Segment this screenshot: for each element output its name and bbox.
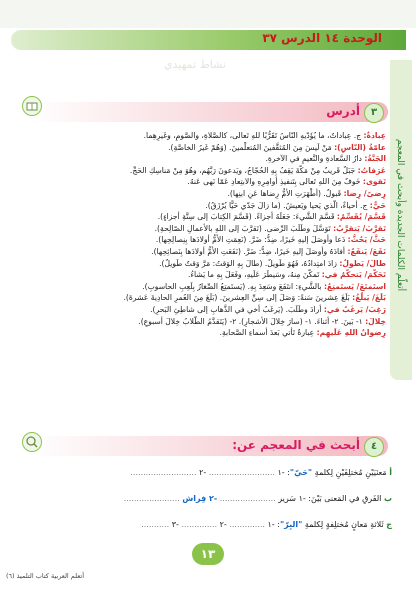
definition-line: خِلالَ: ١- بَينَ. ٢- أثناءَ. ١- (سارَ خِلالَ الأشجارِ). ٢- (يَتَقدَّمُ الطُّلابُ خِلالَ أسبوعٍ). — [138, 316, 386, 326]
answer-blank[interactable]: ...................... — [123, 494, 180, 503]
definition-line: تَقوى: خَوفٌ مِنَ اللهِ تَعالى بِتَنفيذِ أوامِرِهِ والابتِعادِ عَمّا نَهى عَنهُ. — [187, 177, 386, 187]
definition-line: عامّةُ (النّاسِ): مَنْ لَيسَ مِنَ المُثقَّفينَ المُتعلِّمينَ. (وَهُمْ غَيرُ الخاصَّةِ). — [168, 142, 386, 152]
book-footer: أتعلم العربية كتاب التلميذ (٦) — [6, 572, 85, 580]
page-number: ١٣ — [192, 543, 224, 565]
answer-blank[interactable]: ...................... — [219, 494, 276, 503]
section-number: ٤ — [364, 437, 384, 457]
definition-line: رِضوانُ اللهِ عَلَيهِم: عِبارةٌ تَأتي بَعدَ أسماءِ الصَّحابةِ. — [219, 328, 386, 338]
exercise-c: ج ثَلاثةِ مَعانٍ مُختلِفةٍ لِكلمةِ "البِرّ": -١ .............. -٢ .............. -٣ ........... — [141, 520, 392, 529]
study-icon — [22, 96, 42, 116]
dictionary-icon — [22, 432, 42, 452]
section-title: أدرس — [326, 104, 360, 118]
unit-lesson-title: الوحدة ١٤ الدرس ٣٧ — [262, 31, 382, 45]
answer-blank[interactable]: .......................... — [130, 468, 197, 477]
definition-line: طالَ/ يَطولُ: زادَ امتِدادُهُ، فَهُوَ طَويلٌ. (طالَ بِهِ الوَقتُ: مَرَّ وَقتٌ طَويلٌ). — [159, 258, 386, 268]
definition-line: رِضىً/ رِضا: قَبولٌ. (أَطْهَرَتِ الأمُّ رِضاها عَنِ ابنِها). — [227, 188, 386, 198]
exercise-b: ب الفَرقِ في المَعنى بَيْنَ: -١ سَرير ...................... -٢ فِراش ...................... — [123, 494, 392, 503]
definition-line: بَلَغَ/ يَبلُغُ: بَلَغَ عِشرينَ سَنةً: وَصَلَ إلى سِنِّ العِشرينَ. (بَلَغَ مِنَ العُمرِ الحادِيةَ عَشرةَ). — [123, 293, 386, 303]
section-dictionary-header — [28, 436, 388, 456]
definition-line: عِبادةٌ: ج. عِباداتٌ، ما يُؤَدّيهِ النّاسُ تَقَرُّبًا للهِ تَعالى، كالصَّلاةِ، والصَّومِ، وغَيرِهِما. — [143, 131, 386, 140]
top-band — [0, 0, 416, 28]
definition-line: حَيٌّ: ج. أحياءٌ، الّذي يَحيا ويَعيشُ. (ما زالَ جَدّي حَيًّا يُرْزَقُ). — [205, 200, 386, 210]
side-tab-label: أتعلّم الكلمات الجديدة وأبحث في المعجم — [395, 138, 405, 292]
answer-blank[interactable]: .......................... — [208, 468, 275, 477]
answer-blank[interactable]: ........... — [141, 520, 170, 529]
definition-line: قَسَّمَ/ يُقَسِّمُ: قَسَّمَ الشَّيءَ: جَعَلَهُ أجزاءً. (قَسَّمَ الكِتابَ إلى سِتَّةِ أجزاءٍ). — [157, 212, 386, 222]
definitions-list — [16, 130, 386, 339]
side-tab — [390, 60, 412, 380]
unit-title-bar — [11, 30, 406, 50]
definition-line: عَرَفاتُ: جَبَلٌ قَريبٌ مِنْ مَكّةَ يَقِفُ بِهِ الحُجّاجُ، ويَدعونَ رَبَّهُم، وهُوَ مِنْ مَناسِكِ الحَجِّ. — [129, 165, 386, 175]
answer-blank[interactable]: .............. — [181, 520, 218, 529]
definition-line: حَثَّ/ يَحُثُّ: دَعا وأوصَلَ إليهِ خَيرًا، ضِدُّ: ضَرَّ. (نَعِمَتِ الأُمُّ أولادَها بِنِصالِحِها). — [155, 235, 386, 245]
section-title: أبحث في المعجم عن: — [232, 438, 360, 452]
definition-line: نَفَعَ/ يَنفَعُ: أفادَهُ وأوصَلَ إليهِ خَيرًا، ضِدُّ: ضَرَّ. (نَفَعَتِ الأُمُّ أولادَها بِنَصائِحِها). — [151, 246, 386, 256]
section-study-header — [28, 102, 388, 122]
definition-line: تَحَكَّمَ/ يَتحكَّمُ في: تَمكَّنَ مِنهُ، وسَيطَرَ عَلَيهِ، وفَعَلَ بِهِ ما يَشاءُ. — [188, 270, 386, 280]
definition-line: الجَنَّةُ: دارُ السَّعادةِ والنَّعيمِ في الآخرةِ. — [265, 154, 386, 164]
exercise-a: أ مَعنَيَيْنِ مُختلِفَيْنِ لِكلمةِ "حَيّ": -١ .......................... -٢ .......................... — [130, 468, 392, 477]
definition-line: رَغِبَ/ يَرغَبُ في: أرادَ وطَلَبَ. (يَرغَبُ أخي في الذَّهابِ إلى شاطِئِ البَحرِ). — [150, 304, 386, 314]
answer-blank[interactable]: .............. — [229, 520, 265, 529]
faded-heading: نشاط تمهيدي — [163, 58, 226, 71]
definition-line: تَقرَّبَ/ يَتقرَّبُ: تَوَسَّلَ وطَلَبَ الرِّضى. (تَقرَّبَ إلى اللهِ بالأعمالِ الصّالِحةِ). — [154, 223, 386, 233]
definition-line: استَمتَعَ/ يَستَمتِعُ: بالشَّيءِ: انتَفَعَ وسَعِدَ بِهِ. (يَستَمتِعُ الصِّغارُ بِلَعِبِ الحاسوبِ). — [142, 281, 386, 291]
section-number: ٣ — [364, 103, 384, 123]
